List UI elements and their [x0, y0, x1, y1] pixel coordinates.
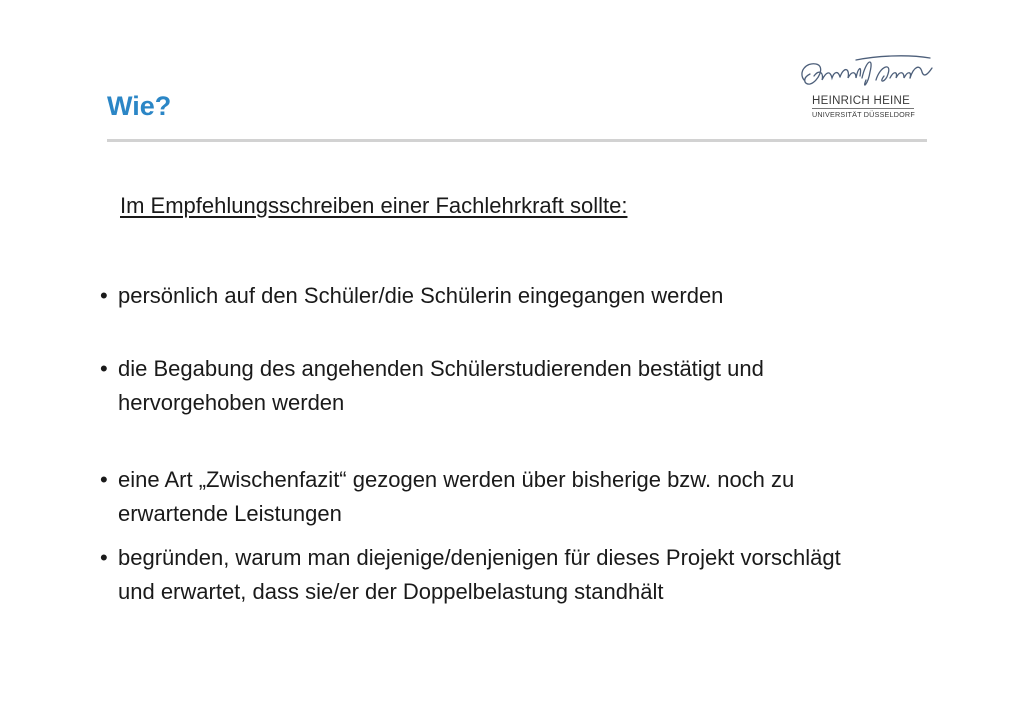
logo-divider	[812, 108, 914, 109]
bullet-icon: •	[100, 283, 108, 308]
logo-university-city: UNIVERSITÄT DÜSSELDORF	[812, 110, 915, 119]
bullet-item	[100, 463, 860, 531]
bullet-icon: •	[100, 467, 108, 492]
university-logo	[796, 50, 936, 122]
signature-icon	[796, 50, 936, 94]
bullet-item	[100, 541, 860, 609]
bullet-icon: •	[100, 545, 108, 570]
title-divider	[107, 139, 927, 142]
intro-heading: Im Empfehlungsschreiben einer Fachlehrkraft sollte:	[120, 193, 628, 218]
bullet-item	[100, 279, 860, 313]
slide-title: Wie?	[107, 91, 172, 121]
logo-university-name: HEINRICH HEINE	[812, 95, 911, 107]
bullet-text: persönlich auf den Schüler/die Schülerin eingegangen werden	[118, 283, 724, 308]
bullet-text: begründen, warum man diejenige/denjenigen für dieses Projekt vorschlägt und erwartet, dass sie/er der Doppelbelastung standhält	[118, 545, 841, 604]
bullet-text: die Begabung des angehenden Schülerstudierenden bestätigt und hervorgehoben werden	[118, 356, 764, 415]
bullet-item	[100, 352, 860, 420]
bullet-text: eine Art „Zwischenfazit“ gezogen werden über bisherige bzw. noch zu erwartende Leistungen	[118, 467, 795, 526]
bullet-icon: •	[100, 356, 108, 381]
